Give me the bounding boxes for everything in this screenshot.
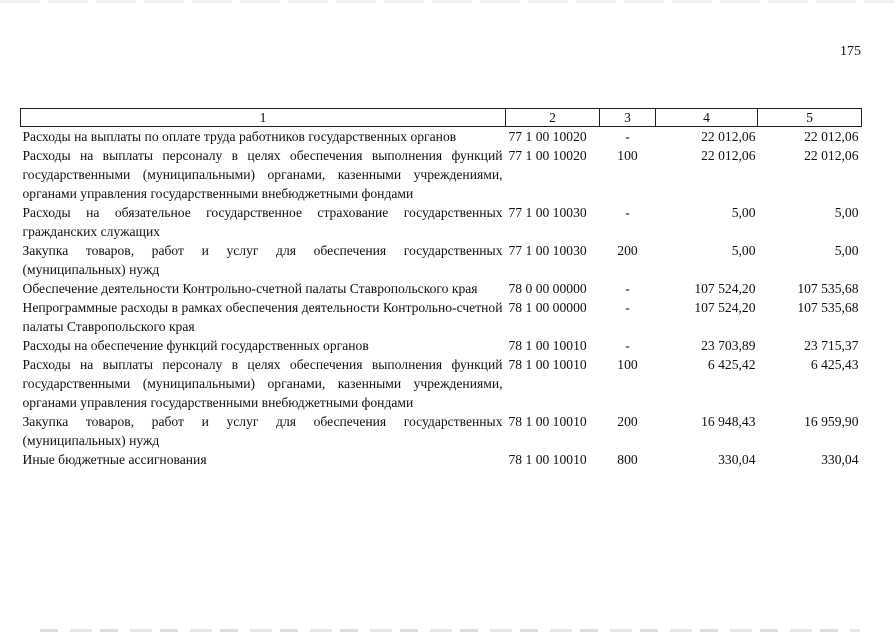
row-type: 200 — [617, 414, 638, 429]
row-value-5: 16 959,90 — [804, 414, 859, 429]
row-value-4: 107 524,20 — [694, 281, 756, 296]
row-name: Расходы на выплаты по оплате труда работников государственных органов — [22, 129, 457, 144]
row-code: 78 1 00 00000 — [508, 300, 587, 315]
column-header-2: 2 — [506, 109, 600, 127]
row-type: 100 — [617, 357, 638, 372]
row-value-4: 22 012,06 — [701, 129, 756, 144]
table-row — [21, 298, 862, 336]
table-row — [21, 355, 862, 412]
budget-table — [20, 108, 862, 469]
row-name: Расходы на выплаты персоналу в целях обеспечения выполнения функций государственными (муниципальными) органами, казенными учреждениями, органами управления государственными внебюджетными фондами — [22, 357, 503, 410]
row-type: - — [625, 300, 630, 315]
row-value-5: 107 535,68 — [797, 300, 859, 315]
row-value-4: 107 524,20 — [694, 300, 756, 315]
row-code: 78 1 00 10010 — [508, 452, 587, 467]
scan-top-edge — [0, 0, 895, 3]
table-row — [21, 127, 862, 147]
table-row — [21, 146, 862, 203]
row-type: 800 — [617, 452, 638, 467]
row-name: Расходы на обязательное государственное страхование государственных гражданских служащих — [22, 205, 503, 239]
row-value-4: 23 703,89 — [701, 338, 756, 353]
row-type: 200 — [617, 243, 638, 258]
column-header-1: 1 — [21, 109, 506, 127]
row-code: 77 1 00 10030 — [508, 243, 587, 258]
row-name: Расходы на выплаты персоналу в целях обеспечения выполнения функций государственными (муниципальными) органами, казенными учреждениями, органами управления государственными внебюджетными фондами — [22, 148, 503, 201]
table-header-row — [21, 109, 862, 127]
row-value-5: 22 012,06 — [804, 148, 859, 163]
row-type: - — [625, 129, 630, 144]
row-value-4: 6 425,42 — [707, 357, 756, 372]
row-name: Закупка товаров, работ и услуг для обеспечения государственных (муниципальных) нужд — [22, 414, 503, 448]
scan-bottom-edge — [40, 629, 860, 632]
row-code: 78 1 00 10010 — [508, 357, 587, 372]
row-value-5: 107 535,68 — [797, 281, 859, 296]
table-row — [21, 336, 862, 355]
row-value-4: 5,00 — [731, 205, 756, 220]
row-value-4: 16 948,43 — [701, 414, 756, 429]
column-header-3: 3 — [600, 109, 656, 127]
row-name: Закупка товаров, работ и услуг для обеспечения государственных (муниципальных) нужд — [22, 243, 503, 277]
row-value-5: 22 012,06 — [804, 129, 859, 144]
row-value-5: 330,04 — [821, 452, 859, 467]
table-row — [21, 279, 862, 298]
row-type: - — [625, 205, 630, 220]
row-name: Расходы на обеспечение функций государственных органов — [22, 338, 369, 353]
row-value-5: 6 425,43 — [810, 357, 859, 372]
row-code: 78 0 00 00000 — [508, 281, 587, 296]
row-value-4: 330,04 — [718, 452, 756, 467]
row-code: 77 1 00 10030 — [508, 205, 587, 220]
row-type: - — [625, 281, 630, 296]
row-code: 78 1 00 10010 — [508, 338, 587, 353]
row-value-5: 5,00 — [834, 205, 859, 220]
row-name: Обеспечение деятельности Контрольно-счетной палаты Ставропольского края — [22, 281, 478, 296]
table-row — [21, 203, 862, 241]
page-number: 175 — [840, 44, 861, 59]
row-name: Непрограммные расходы в рамках обеспечения деятельности Контрольно-счетной палаты Ставропольского края — [22, 300, 503, 334]
table-row — [21, 241, 862, 279]
row-code: 78 1 00 10010 — [508, 414, 587, 429]
row-value-5: 5,00 — [834, 243, 859, 258]
row-value-4: 22 012,06 — [701, 148, 756, 163]
row-type: 100 — [617, 148, 638, 163]
row-value-4: 5,00 — [731, 243, 756, 258]
column-header-4: 4 — [656, 109, 758, 127]
table-row — [21, 412, 862, 450]
row-name: Иные бюджетные ассигнования — [22, 452, 207, 467]
row-type: - — [625, 338, 630, 353]
table-row — [21, 450, 862, 469]
row-code: 77 1 00 10020 — [508, 148, 587, 163]
row-code: 77 1 00 10020 — [508, 129, 587, 144]
column-header-5: 5 — [758, 109, 862, 127]
row-value-5: 23 715,37 — [804, 338, 859, 353]
